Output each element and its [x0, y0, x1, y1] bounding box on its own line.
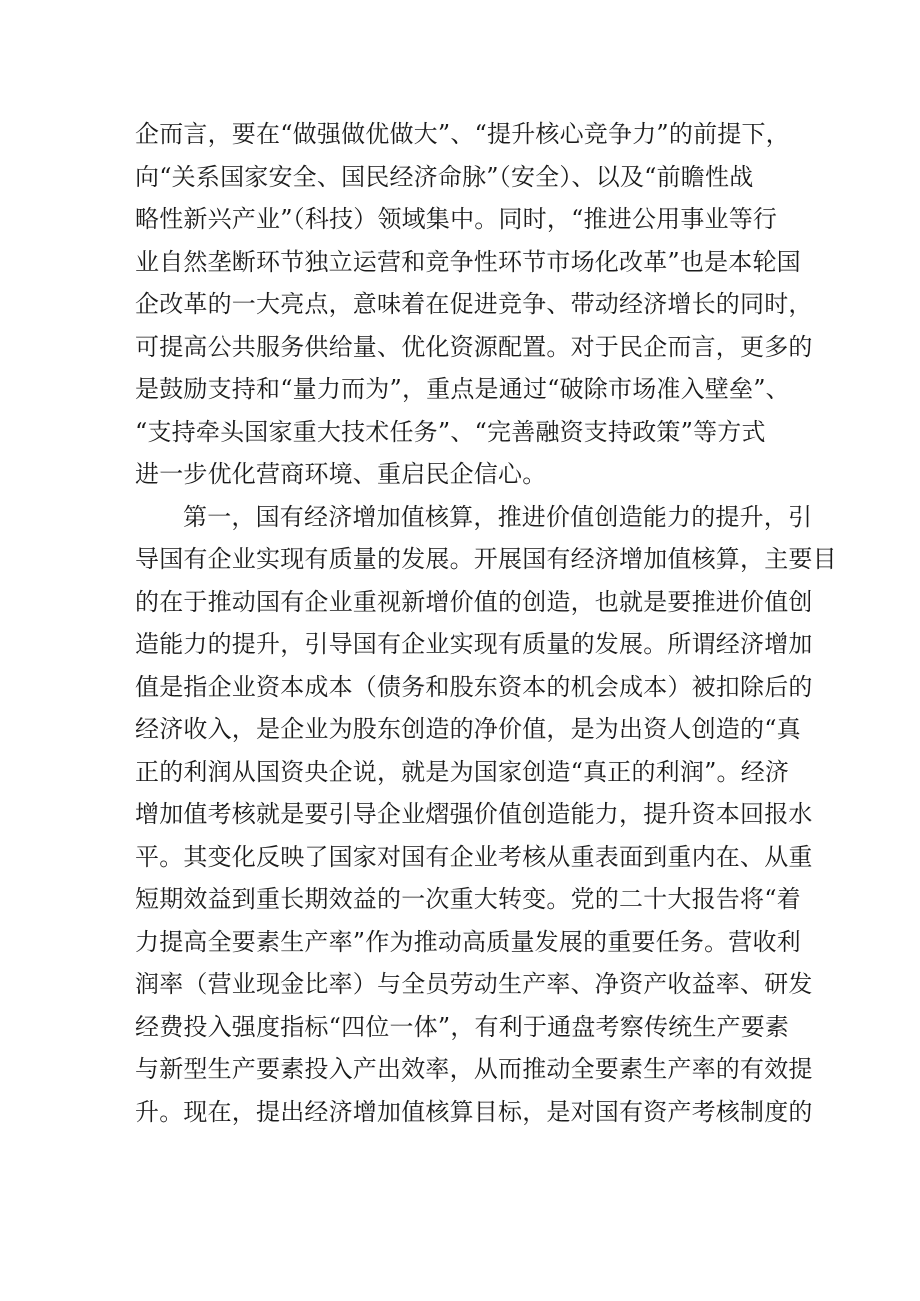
text-line: 是鼓励支持和“量力而为”，重点是通过“破除市场准入壁垒”、: [135, 375, 790, 403]
text-line: 企改革的一大亮点，意味着在促进竞争、带动经济增长的同时，: [135, 290, 813, 318]
text-line: 增加值考核就是要引导企业熠强价值创造能力，提升资本回报水: [135, 800, 813, 828]
text-line: 向“关系国家安全、国民经济命脉”（安全）、以及“前瞻性战: [135, 162, 754, 191]
text-line: 短期效益到重长期效益的一次重大转变。党的二十大报告将“着: [135, 885, 801, 913]
text-line: 润率（营业现金比率）与全员劳动生产率、净资产收益率、研发: [135, 970, 813, 998]
text-line: 可提高公共服务供给量、优化资源配置。对于民企而言，更多的: [135, 332, 813, 361]
text-line: 经济收入，是企业为股东创造的净价值，是为出资人创造的“真: [135, 715, 801, 743]
text-line: 力提高全要素生产率”作为推动高质量发展的重要任务。营收利: [135, 927, 801, 956]
text-line: 平。其变化反映了国家对国有企业考核从重表面到重内在、从重: [135, 842, 813, 871]
text-line: 企而言，要在“做强做优做大”、“提升核心竞争力”的前提下，: [135, 120, 790, 148]
text-line: 业自然垄断环节独立运营和竞争性环节市场化改革”也是本轮国: [135, 247, 801, 276]
text-line: 的在于推动国有企业重视新增价值的创造，也就是要推进价值创: [135, 587, 813, 616]
text-line: 进一步优化营商环境、重启民企信心。: [135, 460, 547, 488]
text-line: 导国有企业实现有质量的发展。开展国有经济增加值核算，主要目: [135, 545, 837, 573]
text-line: “支持牵头国家重大技术任务”、“完善融资支持政策”等方式: [135, 417, 766, 446]
text-line: 值是指企业资本成本（债务和股东资本的机会成本）被扣除后的: [135, 672, 813, 701]
body-text: [135, 113, 837, 1133]
text-line: 经费投入强度指标“四位一体”，有利于通盘考察传统生产要素: [135, 1012, 790, 1041]
text-line: 造能力的提升，引导国有企业实现有质量的发展。所谓经济增加: [135, 630, 813, 658]
text-line: 升。现在，提出经济增加值核算目标，是对国有资产考核制度的: [135, 1097, 813, 1126]
text-line: 正的利润从国资央企说，就是为国家创造“真正的利润”。经济: [135, 757, 790, 786]
text-line: 与新型生产要素投入产出效率，从而推动全要素生产率的有效提: [135, 1055, 813, 1083]
text-line: 略性新兴产业”（科技）领域集中。同时，“推进公用事业等行: [135, 205, 778, 233]
paragraph-first-line: 第一，国有经济增加值核算，推进价值创造能力的提升，引: [183, 502, 813, 531]
